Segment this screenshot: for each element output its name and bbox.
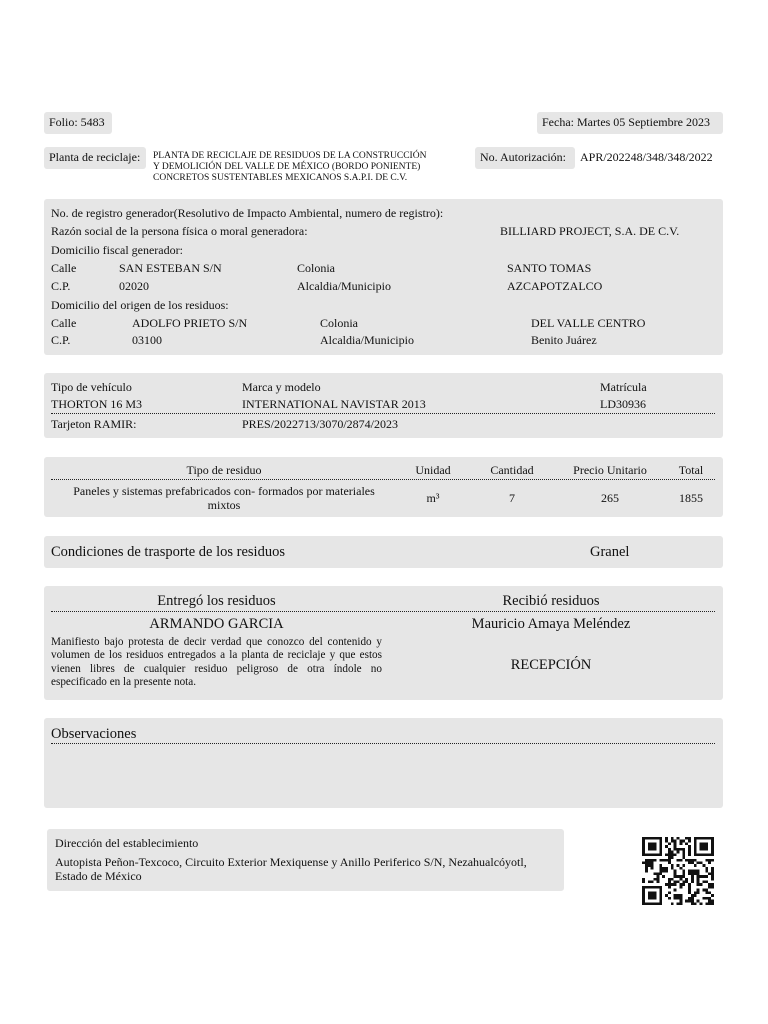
fiscal-colonia-label: Colonia: [297, 261, 335, 275]
matricula-value: LD30936: [600, 397, 646, 411]
row-unidad: m³: [426, 491, 440, 505]
origen-cp-value: 03100: [132, 333, 162, 347]
col-total: Total: [678, 463, 704, 477]
planta-label: Planta de reciclaje:: [49, 150, 141, 164]
row-tipo-residuo: Paneles y sistemas prefabricados con- formados por materiales mixtos: [73, 484, 375, 513]
entrega-divider: [51, 611, 715, 612]
planta-line-1: PLANTA DE RECICLAJE DE RESIDUOS DE LA CONSTRUCCIÓN: [153, 151, 427, 161]
registro-label: No. de registro generador(Resolutivo de Impacto Ambiental, numero de registro):: [51, 206, 444, 220]
recibio-name: Mauricio Amaya Meléndez: [471, 616, 631, 632]
origen-calle-label: Calle: [51, 316, 77, 330]
entrego-label: Entregó los residuos: [157, 593, 276, 609]
recepcion-label: RECEPCIÓN: [510, 657, 592, 673]
tarjeton-value: PRES/2022713/3070/2874/2023: [242, 417, 399, 431]
fiscal-calle-label: Calle: [51, 261, 77, 275]
fiscal-calle-value: SAN ESTEBAN S/N: [119, 261, 222, 275]
col-precio: Precio Unitario: [573, 463, 647, 477]
entrego-name: ARMANDO GARCIA: [149, 616, 284, 632]
condiciones-value: Granel: [590, 544, 630, 560]
autorizacion-value: APR/202248/348/348/2022: [580, 150, 713, 164]
razon-label: Razón social de la persona física o moral generadora:: [51, 224, 308, 238]
row-total: 1855: [679, 491, 703, 505]
planta-line-3: CONCRETOS SUSTENTABLES MEXICANOS S.A.P.I. DE C.V.: [153, 173, 408, 183]
row-precio: 265: [601, 491, 619, 505]
recibio-label: Recibió residuos: [502, 593, 600, 609]
col-cantidad: Cantidad: [490, 463, 534, 477]
observaciones-label: Observaciones: [51, 726, 137, 742]
marca-label: Marca y modelo: [242, 380, 321, 394]
fiscal-alcaldia-value: AZCAPOTZALCO: [507, 279, 603, 293]
observaciones-divider: [51, 743, 715, 744]
row-cantidad: 7: [509, 491, 515, 505]
manifiesto-text: Manifiesto bajo protesta de decir verdad que conozco del contenido y volumen de los residuos entregados a la planta de reciclaje y que estos vienen libres de cualquier residuo peligroso de otra índole no especificado en la presente nota.: [51, 636, 382, 689]
direccion-value: Autopista Peñon-Texcoco, Circuito Exterior Mexiquense y Anillo Periferico S/N, Nezahualcóyotl, Estado de México: [55, 855, 527, 884]
col-tipo-residuo: Tipo de residuo: [186, 463, 262, 477]
planta-line-2: Y DEMOLICIÓN DEL VALLE DE MÉXICO (BORDO PONIENTE): [153, 162, 421, 172]
fiscal-cp-value: 02020: [119, 279, 149, 293]
matricula-label: Matrícula: [600, 380, 647, 394]
origen-cp-label: C.P.: [51, 333, 71, 347]
generador-section: [44, 199, 723, 355]
origen-calle-value: ADOLFO PRIETO S/N: [132, 316, 248, 330]
autorizacion-label: No. Autorización:: [480, 150, 566, 164]
observaciones-section: [44, 718, 723, 808]
tarjeton-label: Tarjeton RAMIR:: [51, 417, 137, 431]
marca-value: INTERNATIONAL NAVISTAR 2013: [242, 397, 426, 411]
origen-alcaldia-label: Alcaldia/Municipio: [320, 333, 414, 347]
fiscal-title: Domicilio fiscal generador:: [51, 243, 183, 257]
tipo-vehiculo-label: Tipo de vehículo: [51, 380, 132, 394]
origen-title: Domicilio del origen de los residuos:: [51, 298, 229, 312]
origen-alcaldia-value: Benito Juárez: [531, 333, 597, 347]
razon-value: BILLIARD PROJECT, S.A. DE C.V.: [500, 224, 680, 238]
fiscal-colonia-value: SANTO TOMAS: [507, 261, 592, 275]
origen-colonia-value: DEL VALLE CENTRO: [531, 316, 646, 330]
fiscal-cp-label: C.P.: [51, 279, 71, 293]
col-unidad: Unidad: [415, 463, 451, 477]
residuos-divider: [51, 479, 715, 480]
condiciones-label: Condiciones de trasporte de los residuos: [51, 544, 285, 560]
origen-colonia-label: Colonia: [320, 316, 358, 330]
tipo-vehiculo-value: THORTON 16 M3: [51, 397, 143, 411]
fiscal-alcaldia-label: Alcaldia/Municipio: [297, 279, 391, 293]
fecha: Fecha: Martes 05 Septiembre 2023: [542, 115, 710, 129]
qr-code-icon: [642, 837, 714, 905]
vehiculo-divider: [51, 413, 715, 414]
direccion-label: Dirección del establecimiento: [55, 836, 199, 850]
folio: Folio: 5483: [49, 115, 105, 129]
